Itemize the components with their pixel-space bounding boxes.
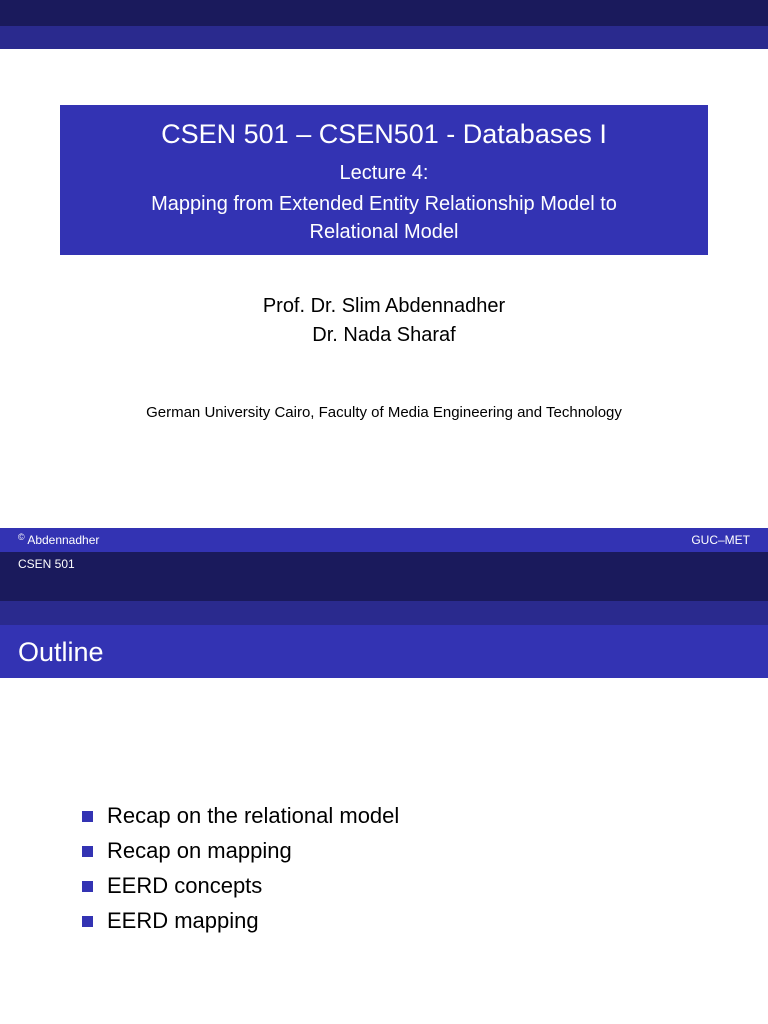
outline-item <box>82 837 399 872</box>
footer-bar <box>0 528 768 552</box>
copyright-name: Abdennadher <box>27 533 100 547</box>
footer-course-bar <box>0 552 768 601</box>
header-band-dark <box>0 0 768 26</box>
slide-title: CSEN 501 – CSEN501 - Databases I <box>161 119 607 149</box>
square-bullet-icon <box>82 811 93 822</box>
institute: German University Cairo, Faculty of Media Engineering and Technology <box>146 404 622 421</box>
title-box <box>60 105 708 255</box>
author-primary: Prof. Dr. Slim Abdennadher <box>262 295 506 317</box>
outline-item <box>82 802 399 837</box>
slide-subtitle-line-2: Mapping from Extended Entity Relationship Model to <box>151 193 617 215</box>
outline-item <box>82 907 399 942</box>
slide2-header-band <box>0 601 768 625</box>
outline-item-text: Recap on the relational model <box>107 803 400 828</box>
copyright-symbol: © <box>18 532 25 542</box>
footer-course-label: CSEN 501 <box>18 557 75 571</box>
outline-title: Outline <box>18 637 104 667</box>
footer-institution-label: GUC–MET <box>691 533 750 547</box>
slide2-title-bar <box>0 625 768 678</box>
author-secondary: Dr. Nada Sharaf <box>312 324 456 346</box>
outline-item <box>82 872 399 907</box>
outline-item-text: EERD mapping <box>107 908 259 933</box>
slide-subtitle-line-3: Relational Model <box>309 221 459 243</box>
square-bullet-icon <box>82 846 93 857</box>
header-band-mid <box>0 26 768 49</box>
footer-copyright <box>18 532 99 548</box>
outline-list <box>82 802 399 942</box>
slide-subtitle-line-1: Lecture 4: <box>339 162 429 184</box>
slide-subtitle-lines <box>60 190 708 246</box>
outline-item-text: Recap on mapping <box>107 838 292 863</box>
outline-item-text: EERD concepts <box>107 873 263 898</box>
square-bullet-icon <box>82 881 93 892</box>
square-bullet-icon <box>82 916 93 927</box>
